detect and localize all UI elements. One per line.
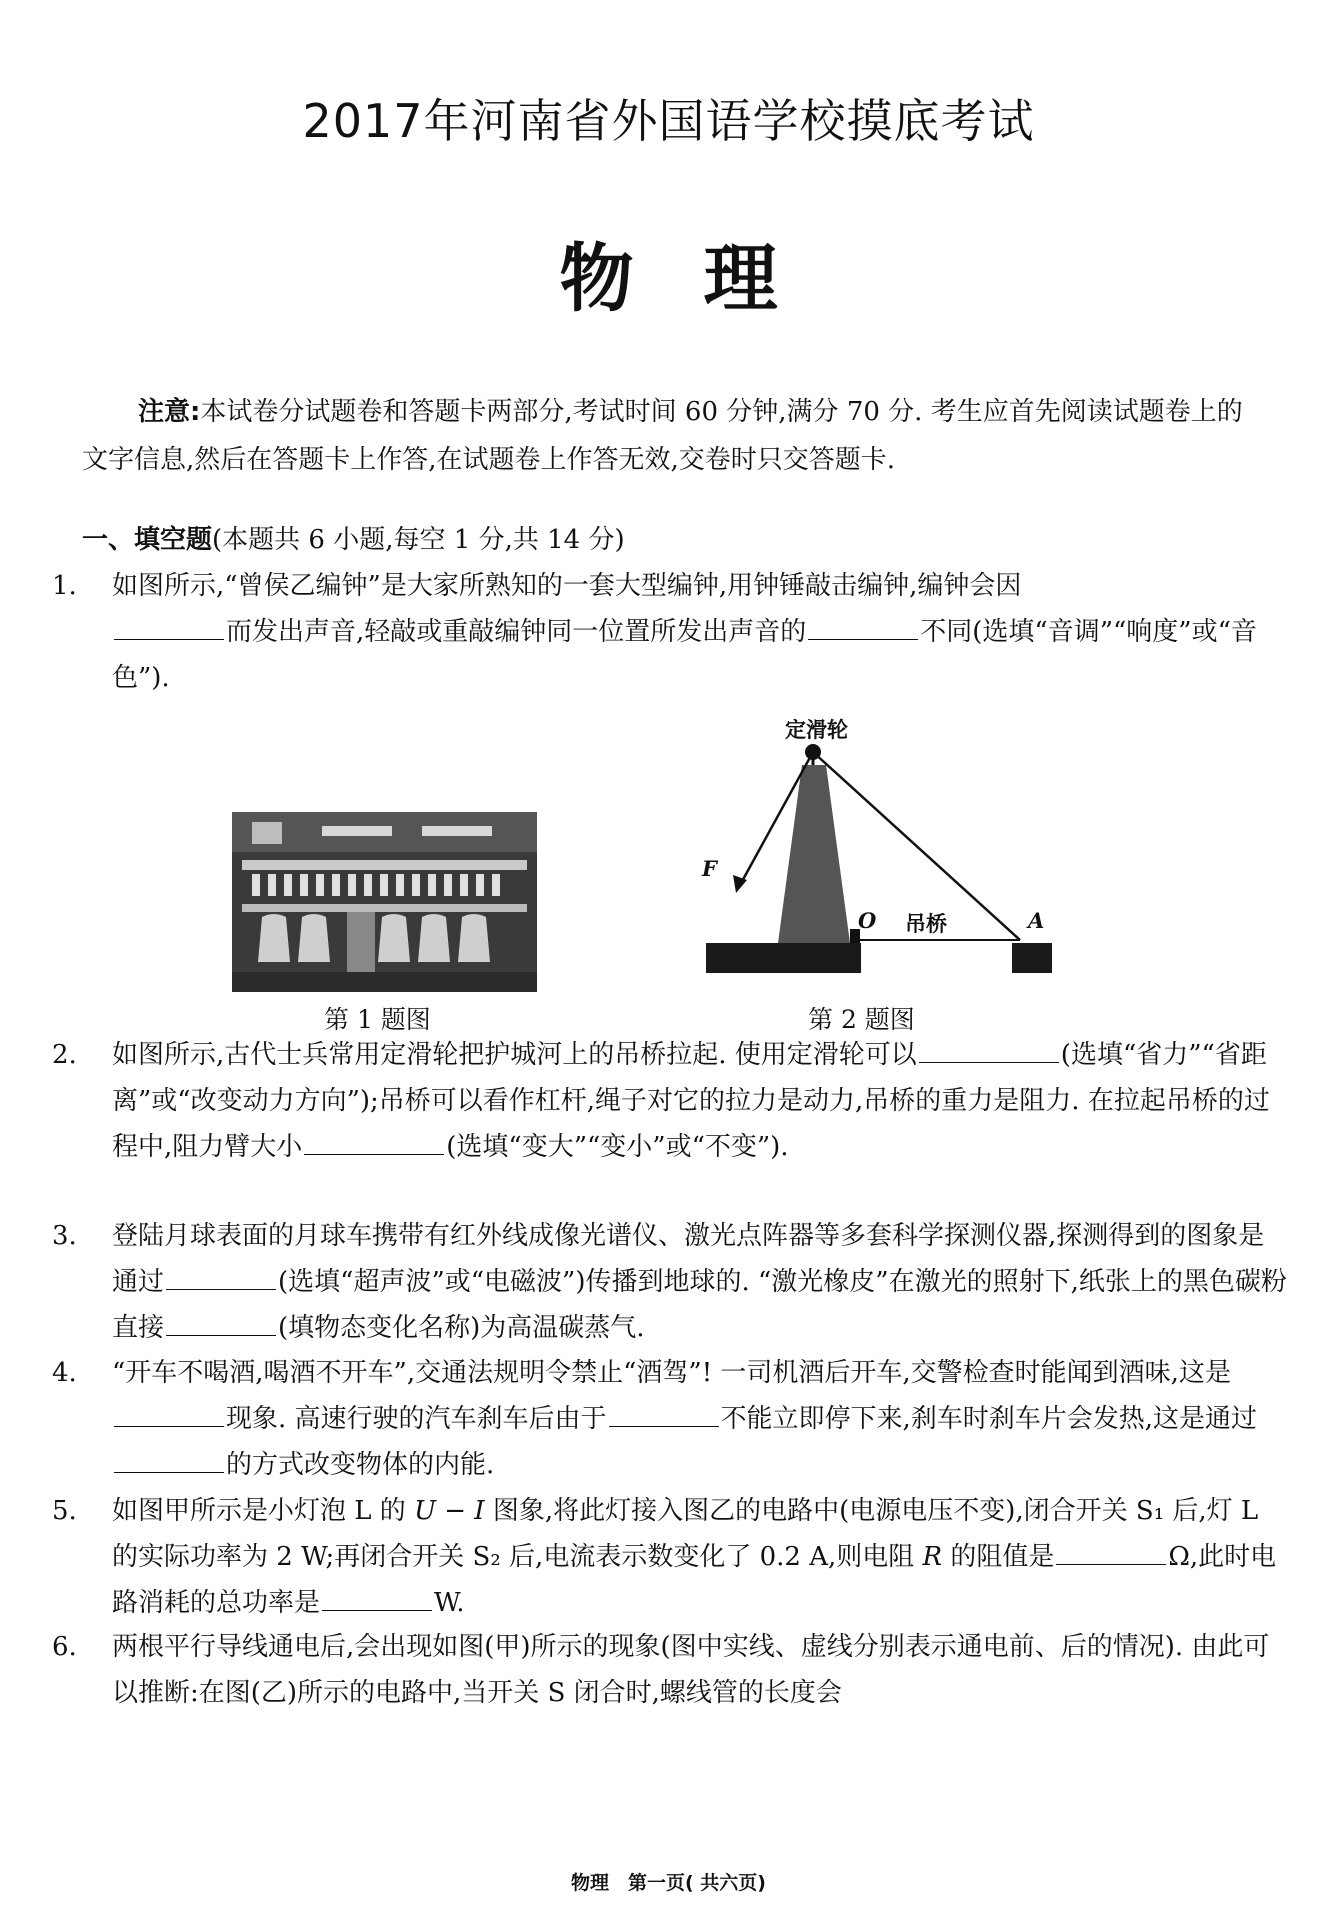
answer-blank[interactable] (1056, 1540, 1166, 1565)
question-text: 如图甲所示是小灯泡 L 的 (112, 1496, 415, 1526)
exam-title: 2017年河南省外国语学校摸底考试 (302, 94, 1035, 148)
question-text-math: R (922, 1542, 943, 1572)
figure-2-caption: 第 2 题图 (808, 1005, 915, 1034)
answer-blank[interactable] (609, 1402, 719, 1427)
pivot-label: O (858, 908, 877, 933)
question-text: 如图所示,“曾侯乙编钟”是大家所熟知的一套大型编钟,用钟锤敲击编钟,编钟会因 (112, 571, 1022, 601)
answer-blank[interactable] (808, 615, 918, 640)
answer-blank[interactable] (114, 615, 224, 640)
question-text: 两根平行导线通电后,会出现如图(甲)所示的现象(图中实线、虚线分别表示通电前、后的情况). 由此可以推断:在图(乙)所示的电路中,当开关 S 闭合时,螺线管的长度会 (112, 1632, 1270, 1708)
end-label: A (1028, 908, 1045, 933)
question-text-math: U − I (414, 1496, 485, 1526)
question-6 (52, 1624, 1287, 1716)
question-text: 不能立即停下来,刹车时刹车片会发热,这是通过 (720, 1404, 1258, 1434)
question-number: 1. (52, 571, 77, 601)
notice-label: 注意: (138, 397, 201, 427)
question-text: Ω,此时电路消耗的总功率是 (112, 1542, 1277, 1618)
question-2 (52, 1032, 1287, 1170)
answer-blank[interactable] (114, 1448, 224, 1473)
question-3 (52, 1213, 1287, 1351)
answer-blank[interactable] (166, 1265, 276, 1290)
section-label: 一、填空题 (82, 525, 213, 555)
question-text: (选填“省力”“省距离”或“改变动力方向”);吊桥可以看作杠杆,绳子对它的拉力是动力,吊桥的重力是阻力. 在拉起吊桥的过程中,阻力臂大小 (112, 1040, 1270, 1162)
answer-blank[interactable] (322, 1586, 432, 1611)
figure-1-caption: 第 1 题图 (324, 1005, 431, 1034)
question-text: 登陆月球表面的月球车携带有红外线成像光谱仪、激光点阵器等多套科学探测仪器,探测得到的图象是通过 (112, 1221, 1265, 1297)
question-text: 图象,将此灯接入图乙的电路中(电源电压不变),闭合开关 S₁ 后,灯 L 的实际功率为 2 W;再闭合开关 S₂ 后,电流表示数变化了 0.2 A,则电阻 (112, 1496, 1259, 1572)
question-text: (填物态变化名称)为高温碳蒸气. (278, 1313, 645, 1343)
question-text: (选填“变大”“变小”或“不变”). (446, 1132, 789, 1162)
pulley-label: 定滑轮 (785, 718, 848, 742)
question-text: “开车不喝酒,喝酒不开车”,交通法规明令禁止“酒驾”! 一司机酒后开车,交警检查时能闻到酒味,这是 (112, 1358, 1231, 1388)
question-4 (52, 1350, 1287, 1488)
answer-blank[interactable] (304, 1130, 444, 1155)
question-number: 6. (52, 1632, 77, 1662)
question-text: W. (434, 1588, 465, 1618)
force-label: F (702, 856, 717, 881)
question-text: 的阻值是 (942, 1542, 1055, 1572)
question-text: 不同(选填“音调”“响度”或“音色”). (112, 617, 1257, 693)
question-5 (52, 1488, 1287, 1626)
bridge-label: 吊桥 (905, 912, 947, 936)
page-footer: 物理 第一页( 共六页) (571, 1872, 766, 1894)
section-desc: (本题共 6 小题,每空 1 分,共 14 分) (212, 525, 625, 555)
question-number: 4. (52, 1358, 77, 1388)
question-number: 5. (52, 1496, 77, 1526)
answer-blank[interactable] (114, 1402, 224, 1427)
question-1 (52, 563, 1287, 701)
notice-text: 本试卷分试题卷和答题卡两部分,考试时间 60 分钟,满分 70 分. 考生应首先阅读试题卷上的文字信息,然后在答题卡上作答,在试题卷上作答无效,交卷时只交答题卡. (82, 397, 1243, 475)
question-text: 而发出声音,轻敲或重敲编钟同一位置所发出声音的 (226, 617, 807, 647)
figure-1-bianzhong-photo (232, 812, 537, 992)
question-text: (选填“超声波”或“电磁波”)传播到地球的. “激光橡皮”在激光的照射下,纸张上的黑色碳粉直接 (112, 1267, 1287, 1343)
question-text: 如图所示,古代士兵常用定滑轮把护城河上的吊桥拉起. 使用定滑轮可以 (112, 1040, 917, 1070)
notice-paragraph (82, 388, 1257, 484)
answer-blank[interactable] (919, 1038, 1059, 1063)
figure-2-drawbridge-diagram (700, 705, 1070, 990)
answer-blank[interactable] (166, 1311, 276, 1336)
section-heading (82, 520, 625, 560)
question-number: 3. (52, 1221, 77, 1251)
question-number: 2. (52, 1040, 77, 1070)
question-text: 的方式改变物体的内能. (226, 1450, 495, 1480)
question-text: 现象. 高速行驶的汽车刹车后由于 (226, 1404, 607, 1434)
subject-title: 物理 (559, 236, 848, 322)
